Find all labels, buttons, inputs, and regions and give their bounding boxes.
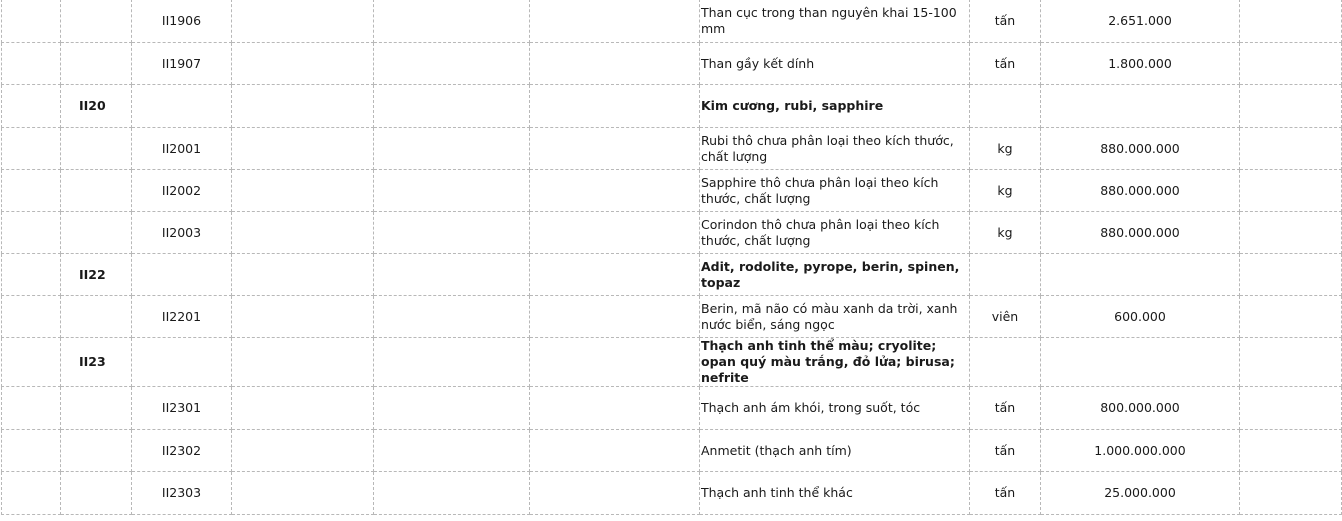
unit-cell: tấn [970,430,1041,472]
item-code-cell: II2303 [132,472,232,515]
unit-cell: tấn [970,472,1041,515]
unit-cell: kg [970,170,1041,212]
group-row [2,338,1342,387]
name-cell: Than gầy kết dính [700,43,970,85]
empty-cell [1240,43,1342,85]
table-row [2,170,1342,212]
empty-cell [2,43,61,85]
empty-cell [530,387,700,430]
empty-cell [232,85,374,128]
group-code-cell [61,43,132,85]
name-cell: Thạch anh tinh thể khác [700,472,970,515]
group-code-cell: II22 [61,254,132,296]
empty-cell [530,0,700,43]
item-code-cell: II2302 [132,430,232,472]
unit-cell: tấn [970,0,1041,43]
price-cell: 800.000.000 [1041,387,1240,430]
empty-cell [232,430,374,472]
name-cell: Kim cương, rubi, sapphire [700,85,970,128]
empty-cell [232,128,374,170]
group-row [2,85,1342,128]
empty-cell [2,430,61,472]
group-code-cell: II20 [61,85,132,128]
item-code-cell: II2002 [132,170,232,212]
empty-cell [374,338,530,387]
empty-cell [374,430,530,472]
group-code-cell [61,387,132,430]
name-cell: Thạch anh tinh thể màu; cryolite; opan quý màu trắng, đỏ lửa; birusa; nefrite [700,338,970,387]
empty-cell [374,387,530,430]
item-code-cell: II1907 [132,43,232,85]
empty-cell [1240,85,1342,128]
empty-cell [530,212,700,254]
empty-cell [1240,296,1342,338]
group-row [2,254,1342,296]
unit-cell [970,254,1041,296]
empty-cell [374,254,530,296]
empty-cell [1240,472,1342,515]
empty-cell [2,212,61,254]
item-code-cell [132,338,232,387]
empty-cell [2,338,61,387]
empty-cell [1240,0,1342,43]
item-code-cell: II2003 [132,212,232,254]
price-cell: 2.651.000 [1041,0,1240,43]
table-row [2,472,1342,515]
empty-cell [374,43,530,85]
price-cell [1041,85,1240,128]
empty-cell [232,472,374,515]
empty-cell [232,43,374,85]
price-cell: 880.000.000 [1041,170,1240,212]
item-code-cell: II2001 [132,128,232,170]
empty-cell [374,212,530,254]
price-table [1,0,1342,515]
empty-cell [374,170,530,212]
table-row [2,387,1342,430]
empty-cell [530,338,700,387]
table-body [2,0,1342,515]
empty-cell [2,85,61,128]
name-cell: Anmetit (thạch anh tím) [700,430,970,472]
empty-cell [1240,212,1342,254]
empty-cell [1240,338,1342,387]
empty-cell [232,338,374,387]
table-row [2,0,1342,43]
empty-cell [232,0,374,43]
name-cell: Than cục trong than nguyên khai 15-100 mm [700,0,970,43]
empty-cell [232,254,374,296]
price-cell: 880.000.000 [1041,212,1240,254]
table-row [2,212,1342,254]
empty-cell [374,128,530,170]
table-row [2,128,1342,170]
name-cell: Thạch anh ám khói, trong suốt, tóc [700,387,970,430]
name-cell: Adit, rodolite, pyrope, berin, spinen, topaz [700,254,970,296]
unit-cell [970,338,1041,387]
item-code-cell: II1906 [132,0,232,43]
empty-cell [1240,387,1342,430]
price-cell: 880.000.000 [1041,128,1240,170]
unit-cell: viên [970,296,1041,338]
empty-cell [530,430,700,472]
table-row [2,296,1342,338]
empty-cell [1240,128,1342,170]
price-cell: 25.000.000 [1041,472,1240,515]
empty-cell [2,0,61,43]
empty-cell [374,85,530,128]
empty-cell [374,472,530,515]
empty-cell [530,128,700,170]
name-cell: Rubi thô chưa phân loại theo kích thước, chất lượng [700,128,970,170]
empty-cell [232,387,374,430]
empty-cell [530,296,700,338]
unit-cell: kg [970,128,1041,170]
empty-cell [2,128,61,170]
group-code-cell [61,0,132,43]
group-code-cell [61,128,132,170]
empty-cell [2,472,61,515]
table-row [2,430,1342,472]
price-cell: 1.000.000.000 [1041,430,1240,472]
empty-cell [232,296,374,338]
empty-cell [530,472,700,515]
price-cell: 600.000 [1041,296,1240,338]
empty-cell [232,170,374,212]
item-code-cell [132,254,232,296]
empty-cell [530,85,700,128]
group-code-cell [61,472,132,515]
name-cell: Berin, mã não có màu xanh da trời, xanh nước biển, sáng ngọc [700,296,970,338]
group-code-cell: II23 [61,338,132,387]
empty-cell [2,254,61,296]
unit-cell: tấn [970,387,1041,430]
item-code-cell [132,85,232,128]
unit-cell: kg [970,212,1041,254]
group-code-cell [61,212,132,254]
empty-cell [2,296,61,338]
unit-cell: tấn [970,43,1041,85]
group-code-cell [61,296,132,338]
name-cell: Sapphire thô chưa phân loại theo kích thước, chất lượng [700,170,970,212]
empty-cell [2,170,61,212]
empty-cell [1240,254,1342,296]
unit-cell [970,85,1041,128]
price-cell: 1.800.000 [1041,43,1240,85]
name-cell: Corindon thô chưa phân loại theo kích thước, chất lượng [700,212,970,254]
group-code-cell [61,170,132,212]
item-code-cell: II2301 [132,387,232,430]
price-cell [1041,254,1240,296]
empty-cell [530,170,700,212]
group-code-cell [61,430,132,472]
price-cell [1041,338,1240,387]
empty-cell [232,212,374,254]
empty-cell [530,43,700,85]
empty-cell [374,296,530,338]
table-row [2,43,1342,85]
empty-cell [1240,170,1342,212]
empty-cell [530,254,700,296]
empty-cell [2,387,61,430]
empty-cell [374,0,530,43]
item-code-cell: II2201 [132,296,232,338]
empty-cell [1240,430,1342,472]
